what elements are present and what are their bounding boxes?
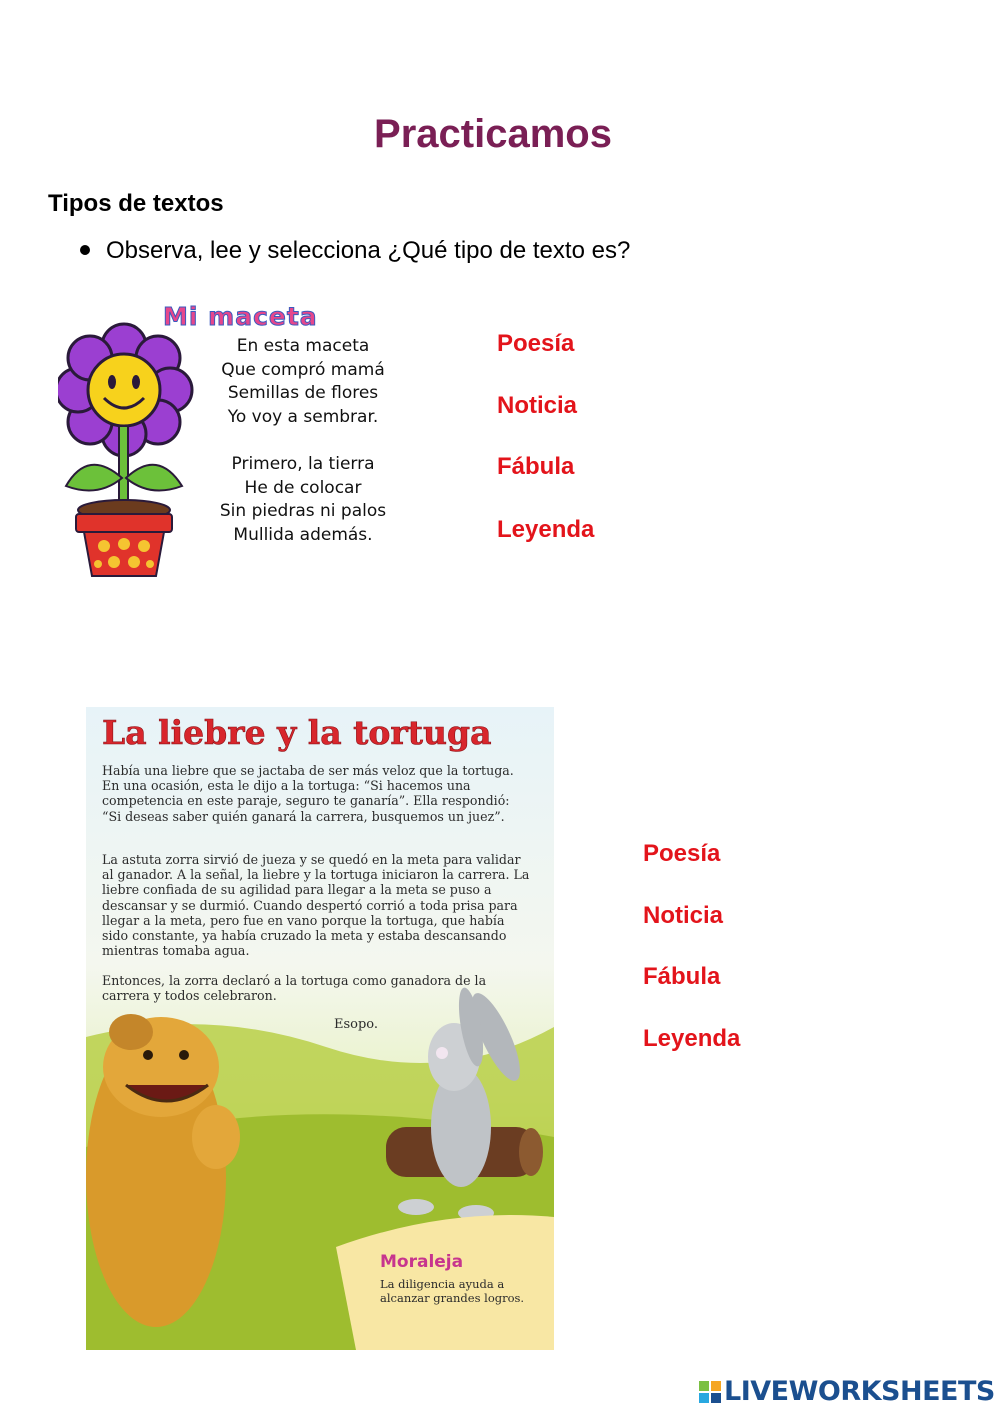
fable-title: La liebre y la tortuga: [102, 713, 492, 752]
flower-pot-icon: [58, 318, 208, 580]
option-leyenda-1[interactable]: Leyenda: [497, 516, 595, 543]
poem-stanza-2: [198, 453, 408, 547]
poem-line: Mullida además.: [233, 524, 373, 545]
poem-line: Semillas de flores: [227, 383, 379, 403]
moraleja-title: Moraleja: [380, 1252, 464, 1272]
poem-line: Primero, la tierra: [231, 454, 375, 474]
fable-image: [86, 707, 554, 1350]
option-leyenda-2[interactable]: Leyenda: [643, 1025, 741, 1052]
brand-name: LIVEWORKSHEETS: [724, 1376, 995, 1407]
liveworksheets-brand: [698, 1376, 995, 1407]
fable-paragraph-1: Había una liebre que se jactaba de ser más veloz que la tortuga. En una ocasión, esta le dijo a la tortuga: “Si hacemos una competencia en este paraje, seguro te ganaría”. Ella respondió: “Si deseas saber quién ganará la carrera, busquemos un juez”.: [102, 763, 514, 824]
option-noticia-2[interactable]: Noticia: [643, 902, 724, 929]
instruction-text: Observa, lee y selecciona ¿Qué tipo de texto es?: [106, 237, 631, 264]
instruction: [80, 237, 630, 265]
poem-line: En esta maceta: [236, 336, 370, 356]
poem-image: [58, 298, 410, 580]
fable-paragraph-2: La astuta zorra sirvió de jueza y se quedó en la meta para validar al ganador. A la señal, la liebre y la tortuga iniciaron la carrera. La liebre confiada de su agilidad para llegar a la meta se puso a descansar y se durmió. Cuando despertó corrió a toda prisa para llegar a la meta, pero fue en vano porque la tortuga, que había sido constante, ya había cruzado la meta y estaba descansando mientras tomaba agua.: [102, 852, 530, 959]
poem-line: Yo voy a sembrar.: [227, 406, 379, 427]
moraleja-text: La diligencia ayuda a alcanzar grandes logros.: [380, 1277, 525, 1305]
option-poesia-2[interactable]: Poesía: [643, 840, 721, 867]
poem-stanza-1: [198, 335, 408, 429]
section-subtitle: Tipos de textos: [48, 190, 224, 217]
option-fabula-2[interactable]: Fábula: [643, 963, 721, 990]
poem-line: Que compró mamá: [221, 359, 385, 380]
poem-line: He de colocar: [244, 477, 362, 498]
poem-title: Mi maceta: [163, 302, 318, 331]
option-fabula-1[interactable]: Fábula: [497, 453, 575, 480]
fable-paragraph-3: Entonces, la zorra declaró a la tortuga como ganadora de la carrera y todos celebraron.: [102, 973, 487, 1004]
bullet-icon: [80, 245, 90, 255]
option-noticia-1[interactable]: Noticia: [497, 392, 578, 419]
fable-author: Esopo.: [334, 1017, 379, 1032]
poem-line: Sin piedras ni palos: [219, 501, 387, 521]
option-poesia-1[interactable]: Poesía: [497, 330, 575, 357]
liveworksheets-logo-icon: [698, 1380, 722, 1404]
page-title: Practicamos: [374, 112, 612, 156]
